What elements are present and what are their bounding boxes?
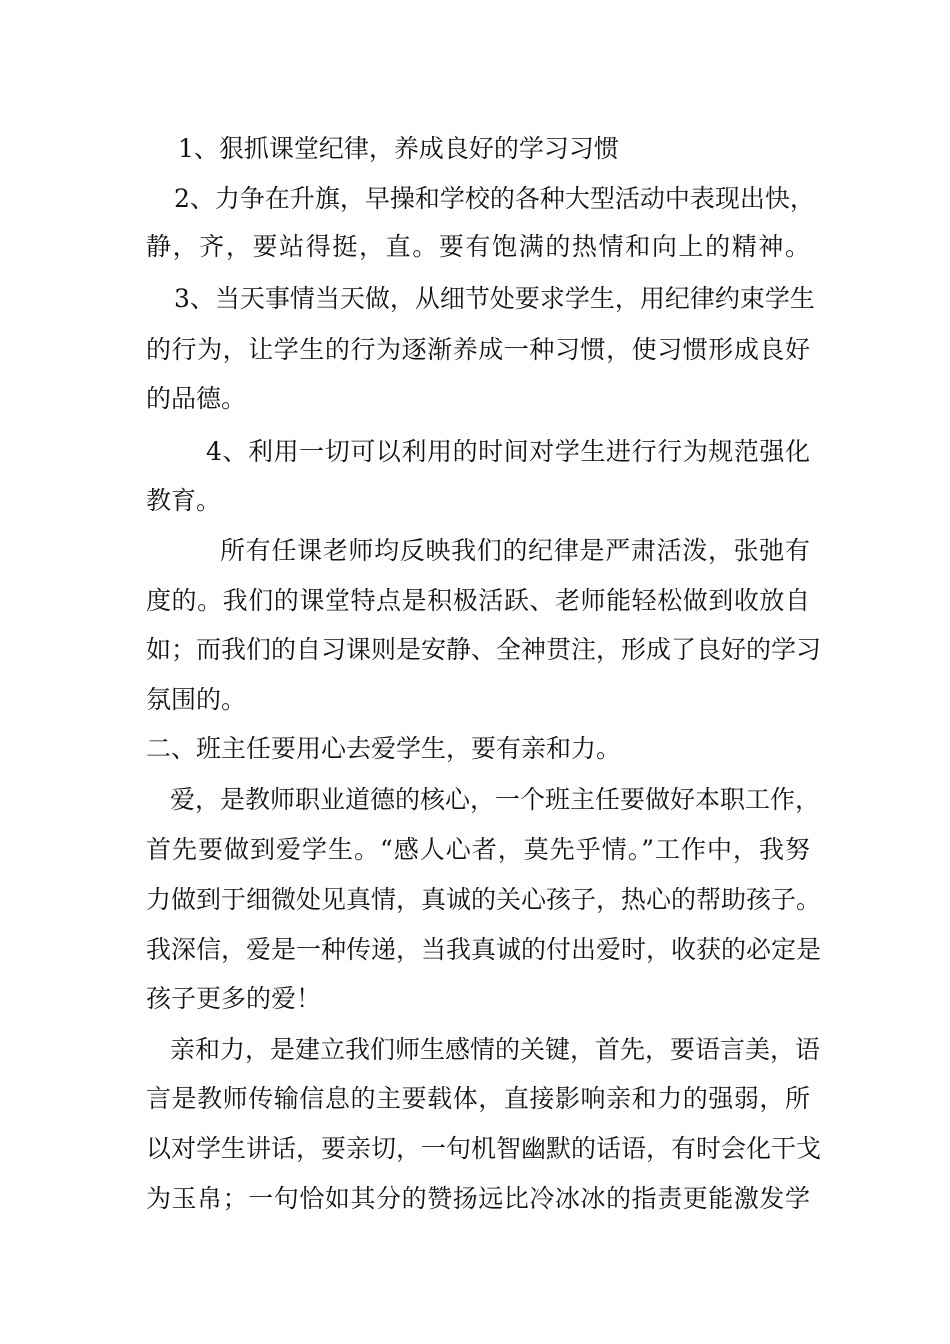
text-line: 如；而我们的自习课则是安静、全神贯注，形成了良好的学习 xyxy=(146,635,822,664)
text-line: 亲和力，是建立我们师生感情的关键，首先，要语言美，语 xyxy=(170,1035,821,1064)
text-line: 的行为，让学生的行为逐渐养成一种习惯，使习惯形成良好 xyxy=(146,335,810,364)
text-line: 力做到于细微处见真情，真诚的关心孩子，热心的帮助孩子。 xyxy=(146,885,822,914)
text-line: 言是教师传输信息的主要载体，直接影响亲和力的强弱，所 xyxy=(146,1084,810,1113)
text-line: 所有任课老师均反映我们的纪律是严肃活泼，张弛有 xyxy=(220,536,810,565)
text-line: 氛围的。 xyxy=(146,685,247,714)
text-line: 首先要做到爱学生。“感人心者，莫先乎情。”工作中，我努 xyxy=(146,835,810,864)
text-line: 爱，是教师职业道德的核心，一个班主任要做好本职工作， xyxy=(170,785,821,814)
text-line: 孩子更多的爱！ xyxy=(146,984,322,1013)
text-line: 为玉帛；一句恰如其分的赞扬远比冷冰冰的指责更能激发学 xyxy=(146,1184,810,1213)
section-heading: 二、班主任要用心去爱学生，要有亲和力。 xyxy=(146,734,622,763)
text-line: 教育。 xyxy=(146,486,222,515)
text-line: 静，齐，要站得挺，直。要有饱满的热情和向上的精神。 xyxy=(146,232,810,261)
text-line: 度的。我们的课堂特点是积极活跃、老师能轻松做到收放自 xyxy=(146,586,810,615)
text-line: 以对学生讲话，要亲切，一句机智幽默的话语，有时会化干戈 xyxy=(146,1134,822,1163)
text-line: 我深信，爱是一种传递，当我真诚的付出爱时，收获的必定是 xyxy=(146,935,822,964)
text-line: 的品德。 xyxy=(146,384,247,413)
text-line: 2、力争在升旗，早操和学校的各种大型活动中表现出快， xyxy=(174,184,815,213)
text-line: 1、狠抓课堂纪律，养成良好的学习习惯 xyxy=(178,134,619,163)
text-line: 4、利用一切可以利用的时间对学生进行行为规范强化 xyxy=(206,437,810,466)
text-line: 3、当天事情当天做，从细节处要求学生，用纪律约束学生 xyxy=(174,284,815,313)
